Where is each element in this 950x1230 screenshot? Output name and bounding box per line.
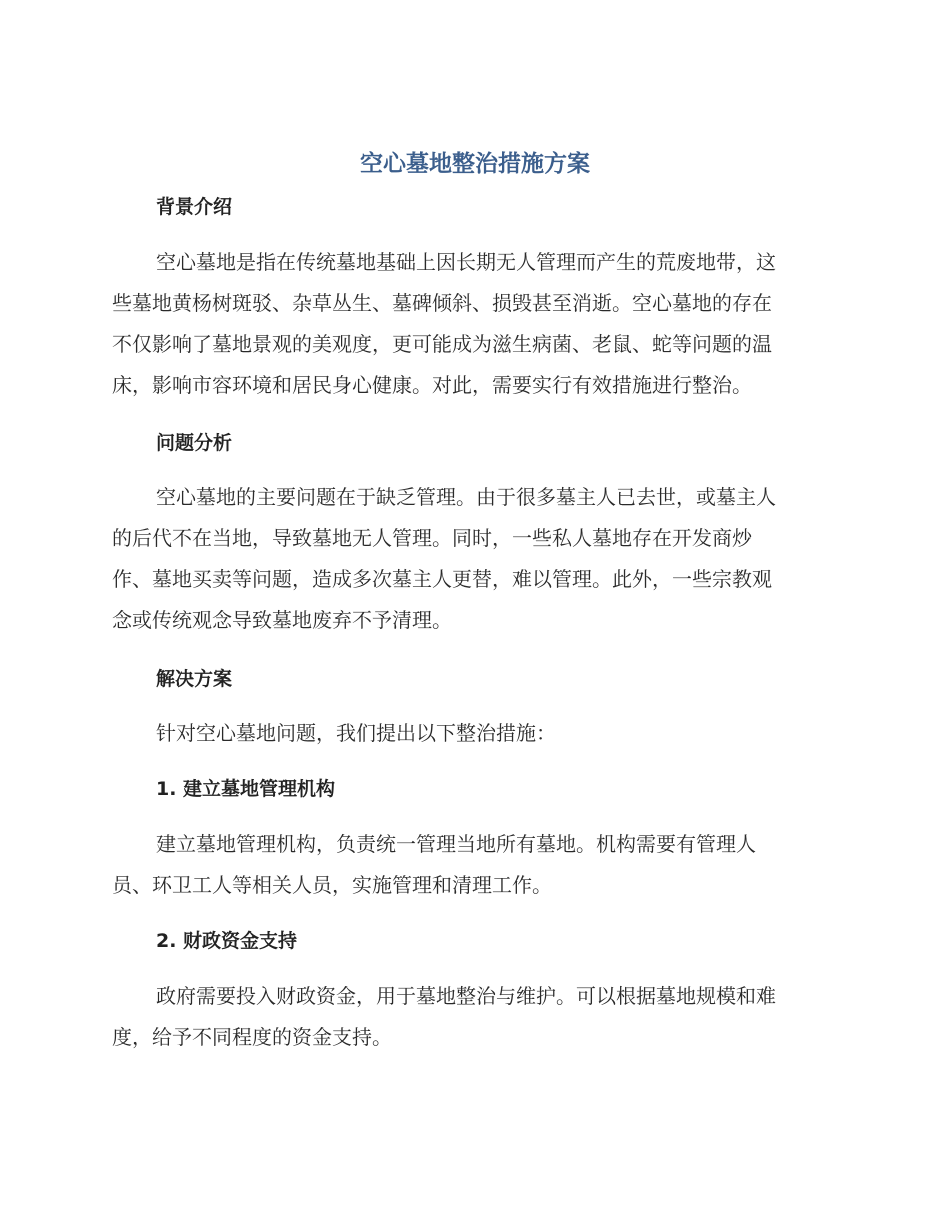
section-heading-management-agency: 1. 建立墓地管理机构 bbox=[156, 778, 336, 800]
paragraph-line: 政府需要投入财政资金，用于墓地整治与维护。可以根据墓地规模和难 bbox=[156, 984, 776, 1008]
paragraph-line: 的后代不在当地，导致墓地无人管理。同时，一些私人墓地存在开发商炒 bbox=[112, 526, 752, 550]
paragraph-line: 作、墓地买卖等问题，造成多次墓主人更替，难以管理。此外，一些宗教观 bbox=[112, 567, 772, 591]
section-heading-background: 背景介绍 bbox=[156, 196, 233, 218]
section-heading-funding: 2. 财政资金支持 bbox=[156, 930, 298, 952]
paragraph-line: 空心墓地是指在传统墓地基础上因长期无人管理而产生的荒废地带，这 bbox=[156, 250, 776, 274]
section-paragraph-analysis bbox=[112, 477, 834, 641]
paragraph-line: 建立墓地管理机构，负责统一管理当地所有墓地。机构需要有管理人 bbox=[156, 832, 756, 856]
section-paragraph-background bbox=[112, 242, 834, 406]
paragraph-line: 针对空心墓地问题，我们提出以下整治措施： bbox=[156, 721, 556, 745]
paragraph-line: 员、环卫工人等相关人员，实施管理和清理工作。 bbox=[112, 873, 552, 897]
document-title: 空心墓地整治措施方案 bbox=[360, 151, 590, 177]
section-paragraph-management-agency bbox=[112, 824, 834, 906]
section-heading-analysis: 问题分析 bbox=[156, 432, 233, 454]
paragraph-line: 念或传统观念导致墓地废弃不予清理。 bbox=[112, 608, 452, 632]
paragraph-line: 些墓地黄杨树斑驳、杂草丛生、墓碑倾斜、损毁甚至消逝。空心墓地的存在 bbox=[112, 291, 772, 315]
section-paragraph-funding bbox=[112, 976, 834, 1058]
section-paragraph-solution bbox=[112, 713, 834, 754]
paragraph-line: 度，给予不同程度的资金支持。 bbox=[112, 1025, 392, 1049]
paragraph-line: 不仅影响了墓地景观的美观度，更可能成为滋生病菌、老鼠、蛇等问题的温 bbox=[112, 332, 772, 356]
section-heading-solution: 解决方案 bbox=[156, 668, 233, 690]
paragraph-line: 床，影响市容环境和居民身心健康。对此，需要实行有效措施进行整治。 bbox=[112, 373, 752, 397]
paragraph-line: 空心墓地的主要问题在于缺乏管理。由于很多墓主人已去世，或墓主人 bbox=[156, 485, 776, 509]
